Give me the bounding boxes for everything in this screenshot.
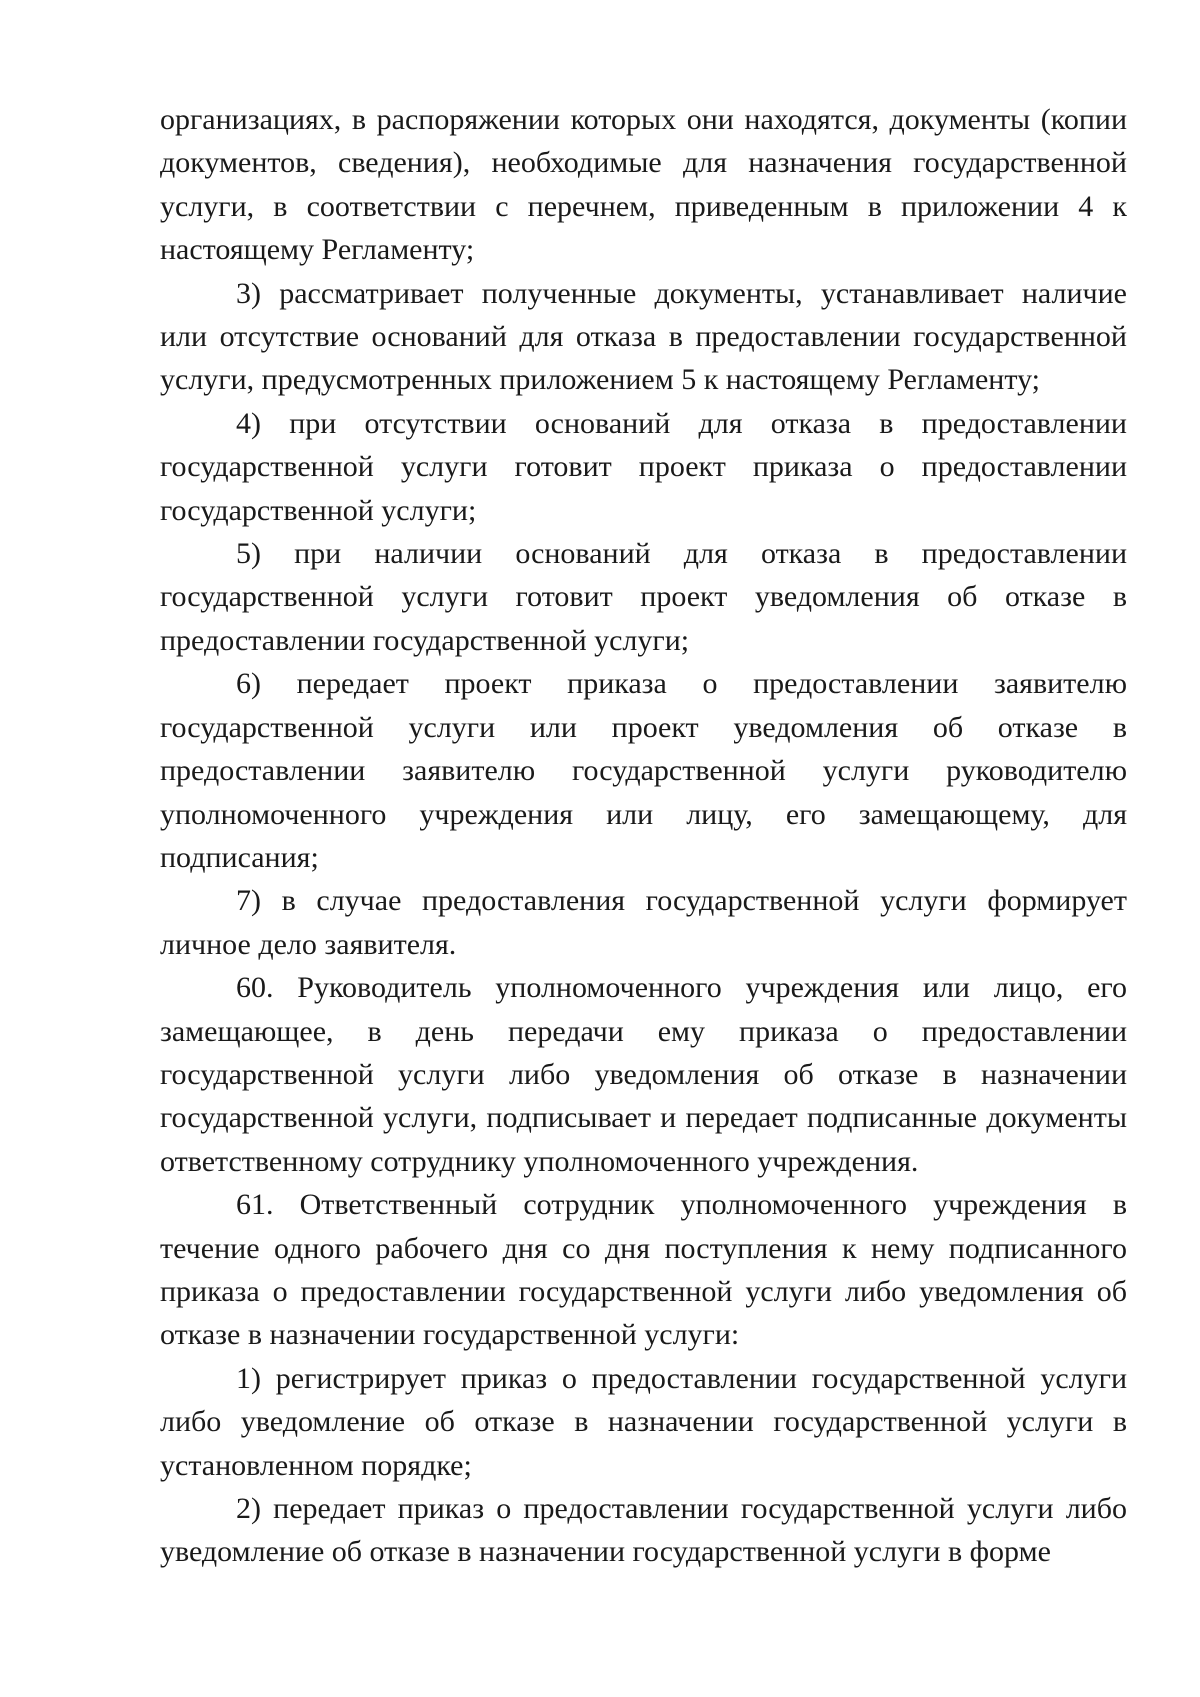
- paragraph-clause-61-item-1: 1) регистрирует приказ о предоставлении государственной услуги либо уведомление об отказе в назначении государственной услуги в установленном порядке;: [160, 1361, 1127, 1482]
- paragraph-item-7: 7) в случае предоставления государственной услуги формирует личное дело заявителя.: [160, 884, 1127, 961]
- paragraph-clause-60: 60. Руководитель уполномоченного учреждения или лицо, его замещающее, в день передачи ему приказа о предоставлении государственной услуги либо уведомления об отказе в назначении государственной услуги, подписывает и передает подписанные документы ответственному сотруднику уполномоченного учреждения.: [160, 971, 1127, 1178]
- paragraph-item-3: 3) рассматривает полученные документы, устанавливает наличие или отсутствие оснований для отказа в предоставлении государственной услуги, предусмотренных приложением 5 к настоящему Регламенту;: [160, 276, 1127, 397]
- paragraph-item-6: 6) передает проект приказа о предоставлении заявителю государственной услуги или проект уведомления об отказе в предоставлении заявителю государственной услуги руководителю уполномоченного учреждения или лицу, его замещающему, для подписания;: [160, 667, 1127, 874]
- paragraph-clause-61-item-2: 2) передает приказ о предоставлении государственной услуги либо уведомление об отказе в назначении государственной услуги в форме: [160, 1492, 1127, 1569]
- document-body: [160, 98, 1127, 1574]
- paragraph-item-5: 5) при наличии оснований для отказа в предоставлении государственной услуги готовит проект уведомления об отказе в предоставлении государственной услуги;: [160, 537, 1127, 657]
- paragraph-item-4: 4) при отсутствии оснований для отказа в предоставлении государственной услуги готовит проект приказа о предоставлении государственной услуги;: [160, 406, 1127, 527]
- paragraph-clause-61: 61. Ответственный сотрудник уполномоченного учреждения в течение одного рабочего дня со дня поступления к нему подписанного приказа о предоставлении государственной услуги либо уведомления об отказе в назначении государственной услуги:: [160, 1188, 1127, 1352]
- paragraph-continuation-organizations: организациях, в распоряжении которых они находятся, документы (копии документов, сведения), необходимые для назначения государственной услуги, в соответствии с перечнем, приведенным в приложении 4 к настоящему Регламенту;: [160, 103, 1127, 267]
